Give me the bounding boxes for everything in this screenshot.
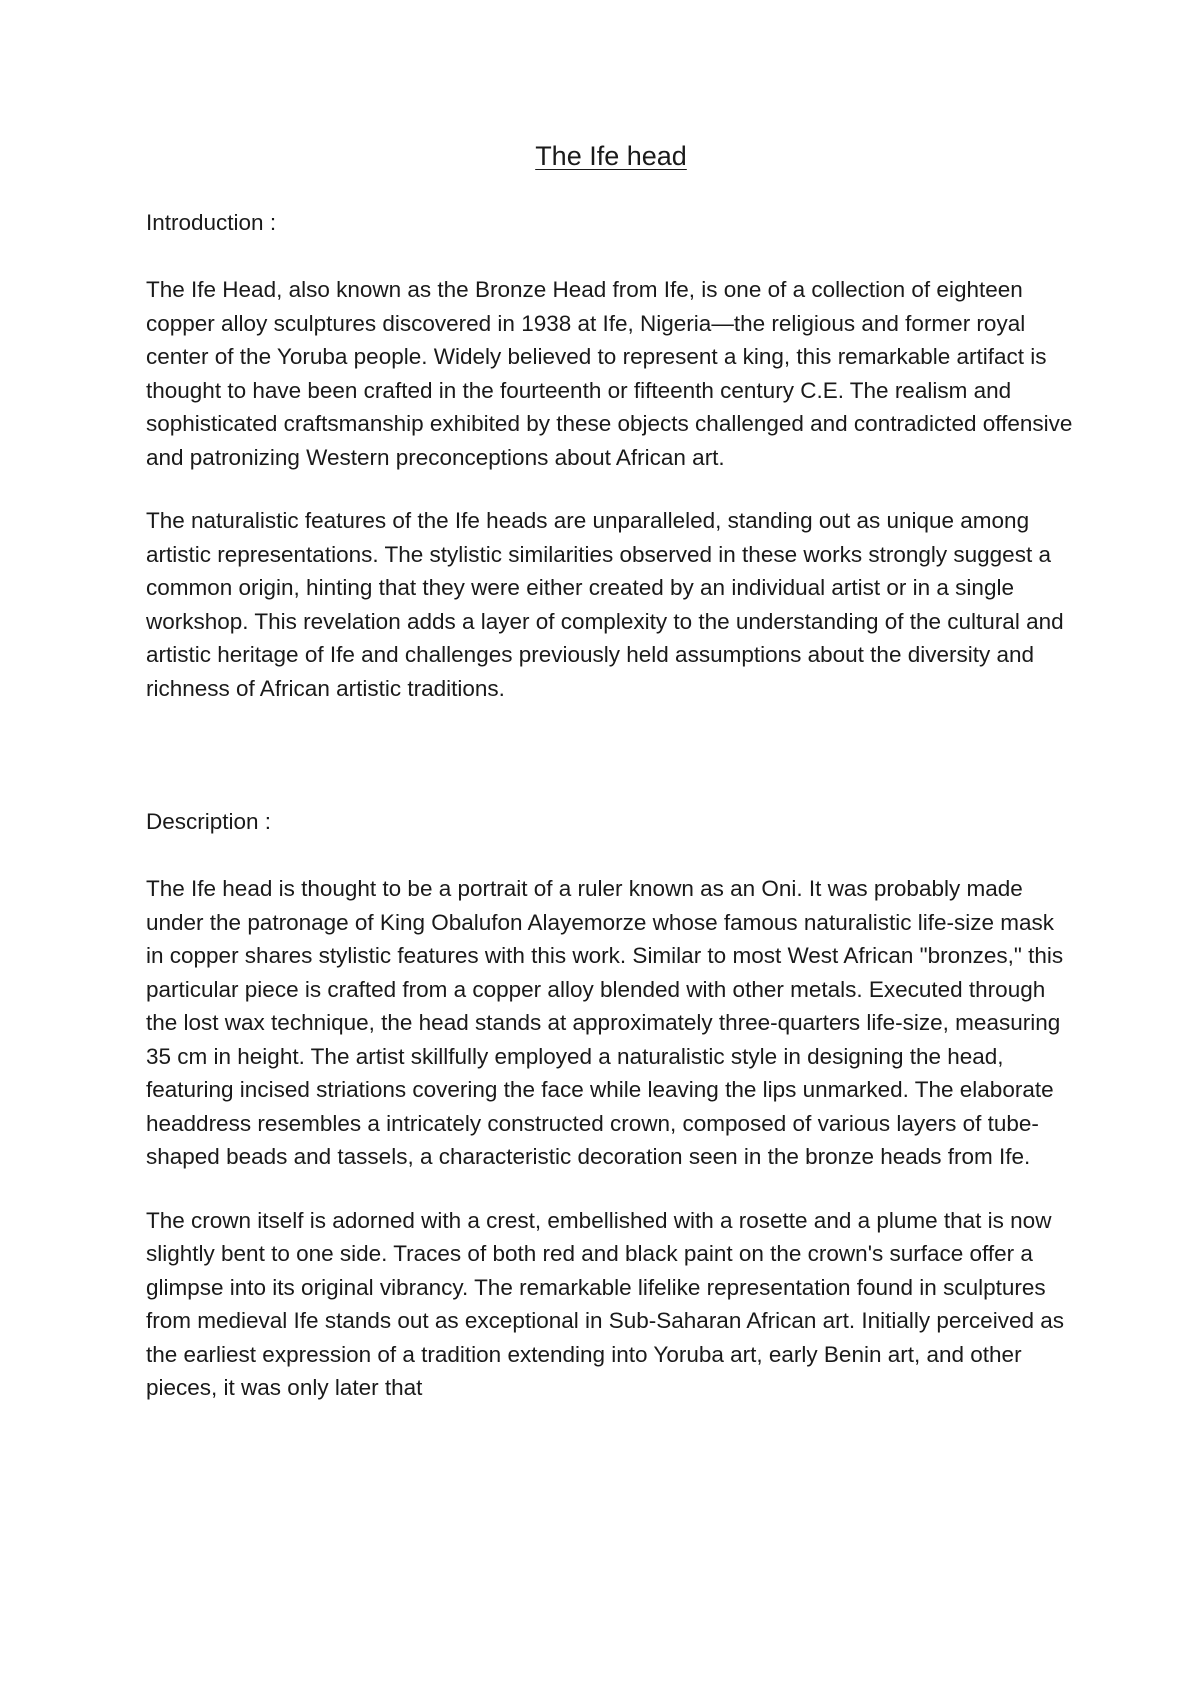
section-heading-introduction: Introduction : (146, 210, 277, 235)
paragraph: The naturalistic features of the Ife heads are unparalleled, standing out as unique among artistic representations. The stylistic similarities observed in these works strongly suggest a common origin, hinting that they were either created by an individual artist or in a single workshop. This revelation adds a layer of complexity to the understanding of the cultural and artistic heritage of Ife and challenges previously held assumptions about the diversity and richness of African artistic traditions. (146, 508, 1064, 701)
paragraph: The Ife Head, also known as the Bronze Head from Ife, is one of a collection of eighteen copper alloy sculptures discovered in 1938 at Ife, Nigeria—the religious and former royal center of the Yoruba people. Widely believed to represent a king, this remarkable artifact is thought to have been crafted in the fourteenth or fifteenth century C.E. The realism and sophisticated craftsmanship exhibited by these objects challenged and contradicted offensive and patronizing Western preconceptions about African art. (146, 277, 1073, 470)
paragraph: The crown itself is adorned with a crest, embellished with a rosette and a plume that is now slightly bent to one side. Traces of both red and black paint on the crown's surface offer a glimpse into its original vibrancy. The remarkable lifelike representation found in sculptures from medieval Ife stands out as exceptional in Sub-Saharan African art. Initially perceived as the earliest expression of a tradition extending into Yoruba art, early Benin art, and other pieces, it was only later that (146, 1207, 1064, 1400)
section-heading-description: Description : (146, 809, 272, 834)
document-body (146, 138, 1076, 1435)
page-title: The Ife head (535, 141, 687, 171)
paragraph: The Ife head is thought to be a portrait of a ruler known as an Oni. It was probably made under the patronage of King Obalufon Alayemorze whose famous naturalistic life-size mask in copper shares stylistic features with this work. Similar to most West African "bronzes," this particular piece is crafted from a copper alloy blended with other metals. Executed through the lost wax technique, the head stands at approximately three-quarters life-size, measuring 35 cm in height. The artist skillfully employed a naturalistic style in designing the head, featuring incised striations covering the face while leaving the lips unmarked. The elaborate headdress resembles a intricately constructed crown, composed of various layers of tube-shaped beads and tassels, a characteristic decoration seen in the bronze heads from Ife. (146, 876, 1064, 1169)
section-spacer (146, 735, 1076, 805)
